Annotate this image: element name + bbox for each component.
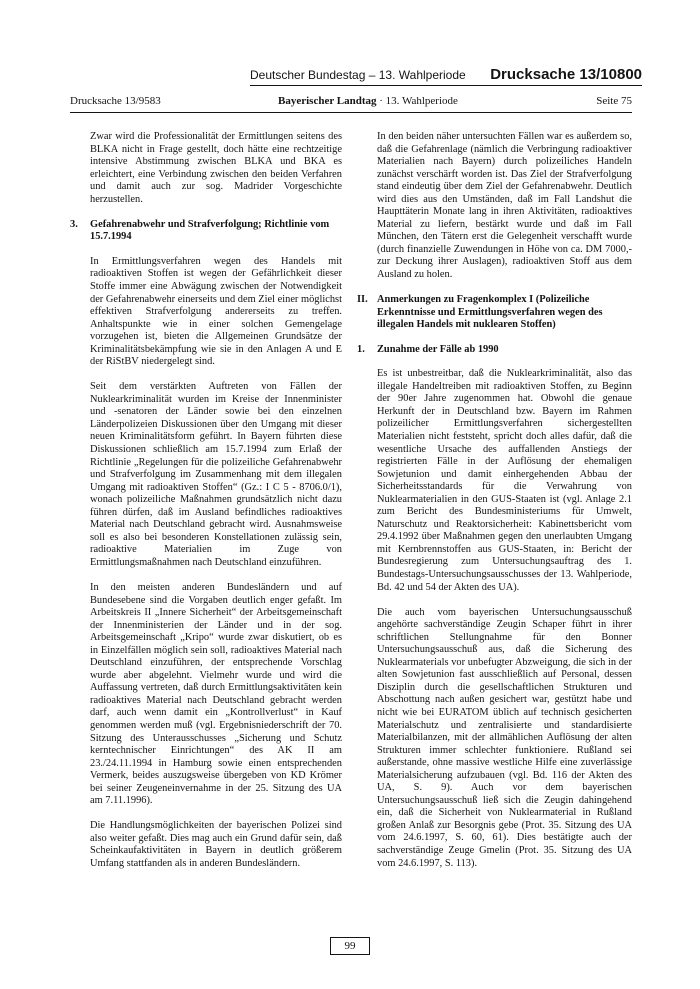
intro-paragraph: Zwar wird die Professionalität der Ermittlungen seitens des BLKA nicht in Frage gestellt, doch hätte eine rechtzeitige intensive Abstimmung zwischen BLKA und BKA es erleichtert, eine Verbindung zwischen den beiden Verfahren und damit auch zur sog. Madrider Vorgeschichte herzustellen. [90,131,342,205]
section-3-number: 3. [70,218,78,230]
section-1-title: Zunahme der Fälle ab 1990 [377,343,499,355]
bundestag-period: Deutscher Bundestag – 13. Wahlperiode [250,68,466,82]
landtag-period: · 13. Wahlperiode [379,95,458,107]
sub-landtag [278,95,458,107]
sub-header-rule [70,112,632,113]
right-paragraph-3: Die auch vom bayerischen Untersuchungsausschuß angehörte sachverständige Zeugin Schaper führt in ihrer schriftlichen Stellungnahme für den Bonner Untersuchungsausschuß aus, daß die Sicherung des Nuklearmaterials vor unbefugter Abzweigung, die sich in der alten Sowjetunion fast ausschließlich auf Personal, dessen Disziplin durch die gesellschaftlichen Strukturen und Abschottung nach außen gesichert war, gestützt habe und nicht wie bei EURATOM üblich auf technisch gesicherten Materialschutz und zentralisierte und standardisierte Materialbilanzen, mit der allmählichen Auflösung der alten Strukturen immer schlechter funktioniere. Rußland sei außerstande, ohne massive westliche Hilfe eine zuverlässige Materialsicherung aufzubauen (vgl. Bd. 116 der Akten des UA, S. 9). Auch vor dem bayerischen Untersuchungsausschuß ließ sich die Zeugin dahingehend ein, daß die Sicherheit von Nuklearmaterial in Rußland großen Anlaß zur Besorgnis gebe (Prot. 35. Sitzung des UA vom 24.6.1997, S. 60, 61). Dies bestätigte auch der sachverständige Zeuge Gmelin (Prot. 35. Sitzung des UA vom 24.6.1997, S. 113). [377,606,632,869]
left-paragraph-3: In den meisten anderen Bundesländern und auf Bundesebene sind die Vorgaben deutlich enger gefaßt. Im Arbeitskreis II „Innere Sicherheit“ der Arbeitsgemeinschaft der Innenministerien der Länder und in der sog. Arbeitsgemeinschaft „Kripo“ wurde zwar diskutiert, ob es in Einzelfällen möglich sein soll, radioaktives Material nach Deutschland einzuführen, der entsprechende Vorschlag wurde aber abgelehnt. Vielmehr wurde und wird die Auffassung vertreten, daß durch Ermittlungsaktivitäten kein radioaktives Material nach Deutschland gebracht werden darf, auch wenn damit ein „Kontrollverlust“ in Kauf genommen werden muß (vgl. Ergebnisniederschrift der 70. Sitzung des Unterausschusses „Sicherung und Schutz kerntechnischer Einrichtungen“ des AK II am 23./24.11.1994 in Hamburg sowie einen entsprechenden Vermerk, beides auszugsweise übergeben von KD Krömer bei seiner Zeugeneinvernahme in der 25. Sitzung des UA am 7.11.1996). [90,582,342,807]
section-1-heading [357,344,632,357]
section-II-number: II. [357,294,368,306]
top-header-rule [250,85,642,86]
section-II-heading [357,294,632,332]
left-column [70,131,342,883]
right-column [357,131,632,883]
sub-header [70,95,632,111]
section-II-title: Anmerkungen zu Fragenkomplex I (Polizeiliche Erkenntnisse und Ermittlungsverfahren wegen des illegalen Handels mit nuklearen Stoffen) [377,294,603,331]
section-3-title: Gefahrenabwehr und Strafverfolgung; Richtlinie vom 15.7.1994 [90,218,330,243]
section-1-number: 1. [357,343,365,355]
right-paragraph-1: In den beiden näher untersuchten Fällen war es außerdem so, daß die Gefahrenlage (nämlich die Verbringung radioaktiver Materialien nach Bayern) durch polizeiliches Handeln zunächst verschärft worden ist. Das Ziel der Strafverfolgung stand eindeutig über dem Ziel der Gefahrenabwehr. Deutlich wird dies aus den Umständen, daß im Fall Landshut die Haupttäterin Monate lang in ihren Aktivitäten, radioaktives Material zu liefern, bestärkt wurde und daß im Fall München, den Tätern erst die Gelegenheit verschafft wurde (durch finanzielle Zuwendungen in Höhe von ca. DM 7000,- zur Deckung ihrer Auslagen), radioaktiven Stoff aus dem Ausland zu holen. [377,131,632,281]
landtag-name: Bayerischer Landtag [278,95,377,107]
sub-drucksache: Drucksache 13/9583 [70,95,161,107]
section-3-heading [70,219,342,244]
page-number-box: 99 [330,937,370,955]
left-paragraph-1: In Ermittlungsverfahren wegen des Handels mit radioaktiven Stoffen ist wegen der Gefährlichkeit dieser Stoffe immer eine Abwägung zwischen der Notwendigkeit der Gefahrenabwehr einerseits und dem Ziel einer möglichst effektiven Strafverfolgung andererseits zu treffen. Anhaltspunkte wie in einer solchen Gemengelage vorzugehen ist, bieten die Allgemeinen Grundsätze der Kriminalitätsbekämpfung wie sie in den Anlagen A und E der RiStBV niedergelegt sind. [90,255,342,368]
left-paragraph-2: Seit dem verstärkten Auftreten von Fällen der Nuklearkriminalität wurden im Kreise der Innenminister und -senatoren der Länder sowie bei den einzelnen Länderpolizeien Diskussionen über den Umgang mit dieser neuen Kriminalitätsform geführt. In Bayern führten diese Diskussionen schließlich am 15.7.1994 zum Erlaß der Richtlinie „Regelungen für die polizeiliche Gefahrenabwehr und Strafverfolgung im Zusammenhang mit dem illegalen Umgang mit radioaktiven Stoffen“ (Gz.: I C 5 - 8706.0/1), wonach polizeiliche Maßnahmen grundsätzlich nicht dazu führen dürfen, daß im Ausland befindliches radioaktives Material nach Deutschland gebracht wird. Ausnahmsweise soll es also bei besonderen Konstellationen zulässig sein, radioaktive Materialien im Zuge von Ermittlungsmaßnahmen nach Deutschland einzuführen. [90,381,342,568]
left-paragraph-4: Die Handlungsmöglichkeiten der bayerischen Polizei sind also weiter gefaßt. Dies mag auch ein Grund dafür sein, daß Scheinkaufaktivitäten in Bayern in deutlich größerem Umfang stattfanden als in anderen Bundesländern. [90,820,342,869]
sub-page-number: Seite 75 [596,95,632,107]
drucksache-number: Drucksache 13/10800 [490,66,642,83]
top-header [250,66,642,84]
right-paragraph-2: Es ist unbestreitbar, daß die Nuklearkriminalität, also das illegale Handeltreiben mit radioaktiven Stoffen, zu Beginn der 90er Jahre zugenommen hat. Obwohl die genaue Herkunft der in Deutschland bzw. Bayern im Rahmen polizeilicher Ermittlungsverfahren sichergestellten Materialien nicht feststeht, spricht doch alles dafür, daß die wesentliche Ursache des auffallenden Anstiegs der registrierten Fälle in der Auflösung der ehemaligen Sowjetunion und damit einhergehenden Abbau der Sicherheitsstandards für die Verwahrung von Nuklearmaterialien in den GUS-Staaten ist (vgl. Anlage 2.1 zum Bericht des Bundesministeriums für Umwelt, Naturschutz und Reaktorsicherheit: Kabinettsbericht vom 29.4.1992 über Maßnahmen gegen den unerlaubten Umgang mit Kernbrennstoffen aus GUS-Staaten, in: Bericht der Bundesregierung zum Untersuchungsauftrag des 1. Bundestags-Untersuchungsausschusses der 13. Wahlperiode, Bd. 42 und 54 der Akten des UA). [377,368,632,593]
